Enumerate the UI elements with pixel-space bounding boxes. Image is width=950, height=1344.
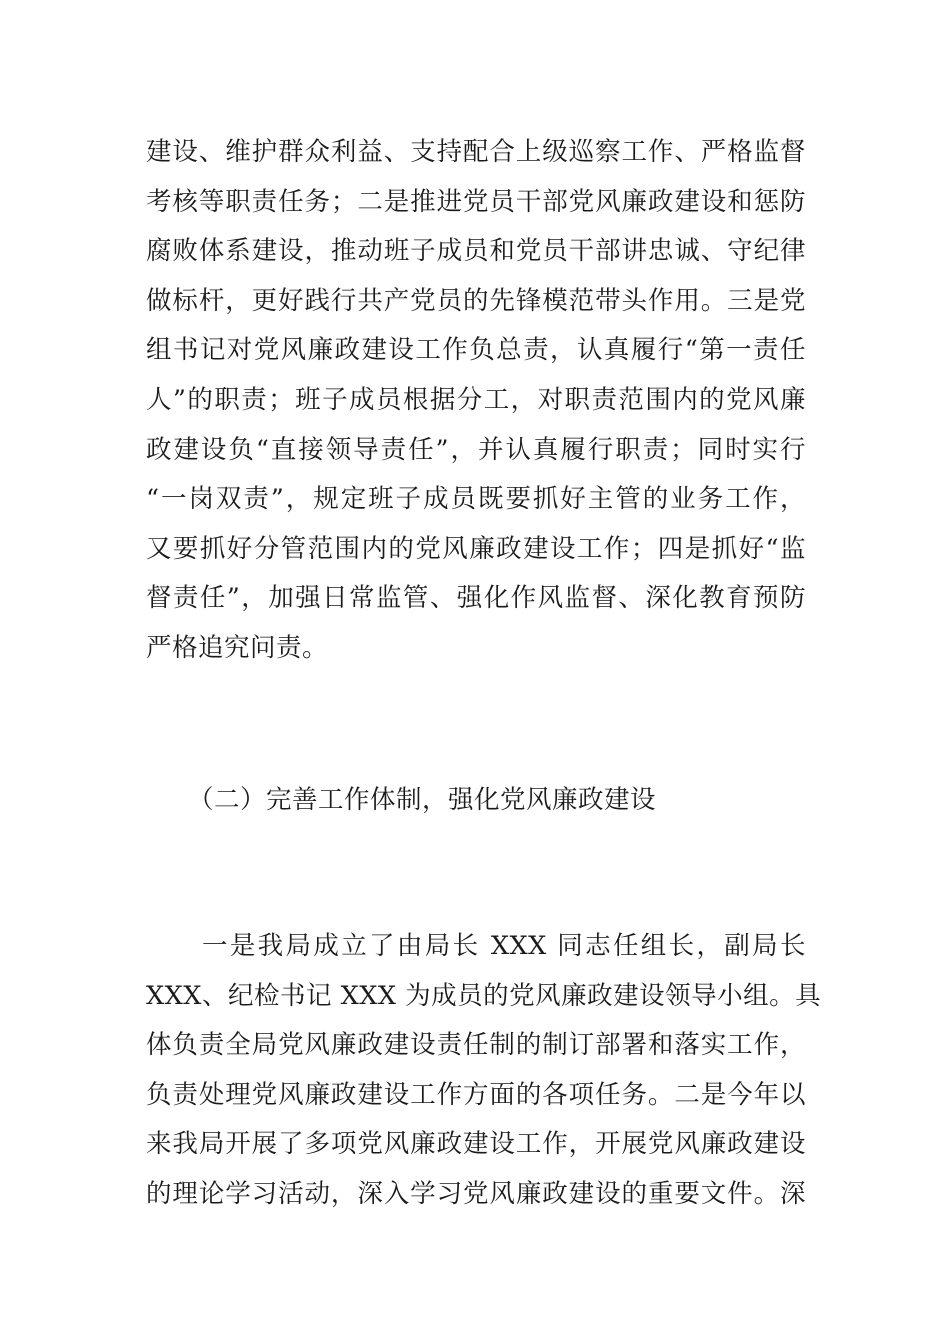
paragraph-line: 严格追究问责。 (146, 632, 329, 663)
paragraph-line: 腐败体系建设，推动班子成员和党员干部讲忠诚、守纪律 (146, 236, 806, 267)
paragraph-line: 建设、维护群众利益、支持配合上级巡察工作、严格监督 (146, 137, 806, 167)
paragraph-line: 考核等职责任务；二是推进党员干部党风廉政建设和惩防 (146, 186, 806, 217)
paragraph-line: 来我局开展了多项党风廉政建设工作，开展党风廉政建设 (146, 1129, 806, 1160)
paragraph-line: 体负责全局党风廉政建设责任制的制订部署和落实工作， (146, 1030, 806, 1061)
paragraph-2 (146, 922, 822, 1220)
paragraph-line: 负责处理党风廉政建设工作方面的各项任务。二是今年以 (146, 1079, 806, 1110)
paragraph-line: 的理论学习活动，深入学习党风廉政建设的重要文件。深 (146, 1178, 806, 1209)
paragraph-line: “一岗双责”，规定班子成员既要抓好主管的业务工作， (146, 484, 806, 515)
paragraph-line: XXX、纪检书记 XXX 为成员的党风廉政建设领导小组。具 (146, 980, 822, 1011)
paragraph-line: 做标杆，更好践行共产党员的先锋模范带头作用。三是党 (146, 285, 806, 316)
paragraph-line: 组书记对党风廉政建设工作负总责，认真履行“第一责任 (146, 335, 806, 366)
section-heading: （二）完善工作体制，强化党风廉政建设 (188, 785, 657, 815)
paragraph-line: 又要抓好分管范围内的党风廉政建设工作；四是抓好“监 (146, 533, 806, 564)
paragraph-line: 一是我局成立了由局长 XXX 同志任组长，副局长 (202, 931, 806, 961)
paragraph-1 (146, 128, 806, 674)
paragraph-line: 督责任”，加强日常监管、强化作风监督、深化教育预防 (146, 583, 806, 614)
paragraph-line: 人”的职责；班子成员根据分工，对职责范围内的党风廉 (146, 384, 806, 415)
paragraph-line: 政建设负“直接领导责任”，并认真履行职责；同时实行 (146, 434, 806, 465)
